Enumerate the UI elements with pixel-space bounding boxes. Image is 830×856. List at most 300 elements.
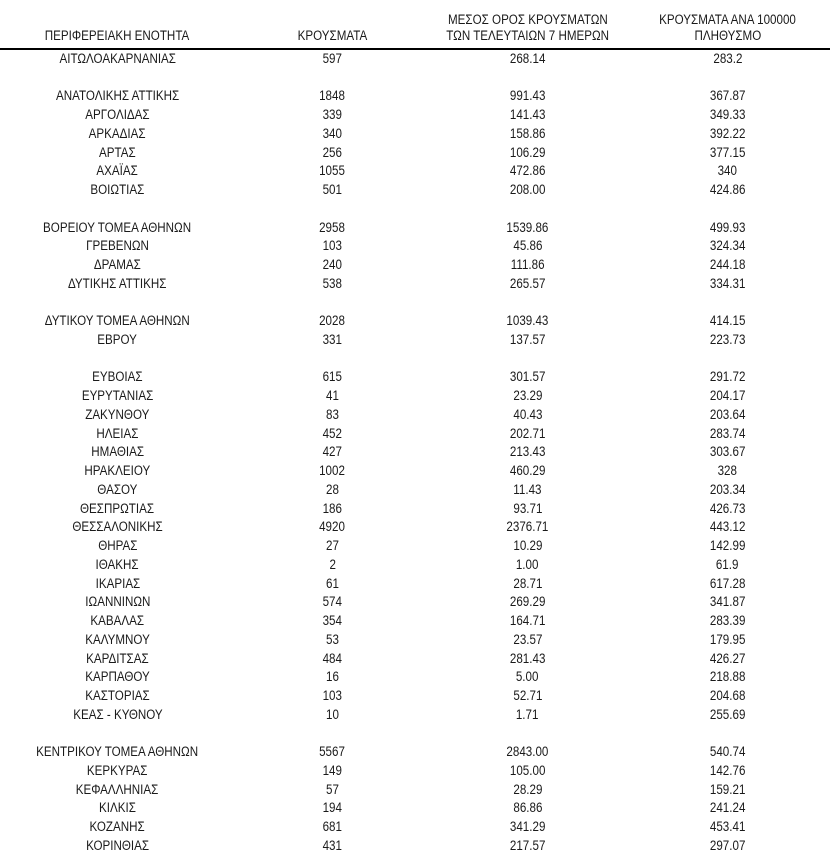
cell-per100k-value: 204.17 xyxy=(709,388,746,404)
cell-cases-value: 53 xyxy=(326,631,339,647)
cell-cases-value: 103 xyxy=(322,687,343,703)
cell-region xyxy=(0,87,235,106)
cell-cases xyxy=(235,650,430,669)
cell-region xyxy=(0,593,235,612)
cell-region-value: ΚΑΛΥΜΝΟΥ xyxy=(85,631,150,647)
cell-avg7-value: 106.29 xyxy=(509,144,546,160)
table-row xyxy=(0,237,830,256)
cell-avg7 xyxy=(430,237,625,256)
cell-avg7 xyxy=(430,443,625,462)
table-row xyxy=(0,631,830,650)
cell-region xyxy=(0,162,235,181)
cell-region xyxy=(0,425,235,444)
cell-per100k-value: 179.95 xyxy=(709,631,746,647)
cell-avg7-value: 11.43 xyxy=(513,481,542,497)
table-row xyxy=(0,49,830,69)
spacer-cell xyxy=(0,350,830,369)
table-row xyxy=(0,87,830,106)
table-row xyxy=(0,144,830,163)
cell-avg7 xyxy=(430,650,625,669)
cell-per100k-value: 324.34 xyxy=(709,238,746,254)
cell-cases xyxy=(235,181,430,200)
cell-region-value: ΒΟΙΩΤΙΑΣ xyxy=(90,182,145,198)
cell-avg7-value: 208.00 xyxy=(509,182,546,198)
cell-region-value: ΘΕΣΣΑΛΟΝΙΚΗΣ xyxy=(72,519,163,535)
cell-per100k-value: 244.18 xyxy=(709,257,746,273)
cell-per100k-value: 426.27 xyxy=(709,650,746,666)
cell-cases-value: 427 xyxy=(322,444,343,460)
table-row xyxy=(0,481,830,500)
cell-avg7 xyxy=(430,387,625,406)
cell-avg7 xyxy=(430,49,625,69)
cell-region-value: ΔΥΤΙΚΟΥ ΤΟΜΕΑ ΑΘΗΝΩΝ xyxy=(45,313,190,329)
cell-region xyxy=(0,237,235,256)
cell-avg7 xyxy=(430,162,625,181)
spacer-row xyxy=(0,350,830,369)
column-header-avg7 xyxy=(430,0,625,49)
cell-cases xyxy=(235,425,430,444)
cell-per100k xyxy=(625,181,830,200)
cell-cases-value: 1002 xyxy=(319,463,346,479)
cell-per100k xyxy=(625,331,830,350)
cell-per100k xyxy=(625,256,830,275)
cell-cases-value: 615 xyxy=(322,369,343,385)
column-header-cases-label: ΚΡΟΥΣΜΑΤΑ xyxy=(297,28,368,43)
table-row xyxy=(0,219,830,238)
cell-avg7-value: 40.43 xyxy=(512,406,543,422)
cell-cases xyxy=(235,162,430,181)
spacer-row xyxy=(0,69,830,88)
cell-cases xyxy=(235,443,430,462)
cell-per100k xyxy=(625,593,830,612)
cell-avg7-value: 111.86 xyxy=(510,257,545,273)
cell-per100k xyxy=(625,687,830,706)
cell-cases-value: 149 xyxy=(322,762,343,778)
cell-cases xyxy=(235,87,430,106)
cell-avg7 xyxy=(430,837,625,856)
cell-region xyxy=(0,781,235,800)
table-row xyxy=(0,668,830,687)
cell-region xyxy=(0,219,235,238)
cell-cases-value: 2958 xyxy=(319,219,346,235)
cell-cases-value: 431 xyxy=(322,837,343,853)
cell-region xyxy=(0,368,235,387)
table-row xyxy=(0,575,830,594)
cell-avg7-value: 991.43 xyxy=(509,88,546,104)
cell-avg7 xyxy=(430,781,625,800)
cell-cases-value: 61 xyxy=(326,575,339,591)
cell-region-value: ΑΧΑΪΑΣ xyxy=(96,163,139,179)
cell-per100k-value: 142.76 xyxy=(709,762,746,778)
cell-region xyxy=(0,799,235,818)
cell-per100k-value: 303.67 xyxy=(709,444,746,460)
cell-avg7 xyxy=(430,312,625,331)
cell-per100k xyxy=(625,312,830,331)
cell-avg7 xyxy=(430,537,625,556)
cell-avg7-value: 45.86 xyxy=(512,238,543,254)
cell-region xyxy=(0,818,235,837)
cell-avg7-value: 141.43 xyxy=(509,107,546,123)
cell-cases-value: 240 xyxy=(322,257,343,273)
cell-avg7-value: 2843.00 xyxy=(506,744,549,760)
cell-region-value: ΕΥΡΥΤΑΝΙΑΣ xyxy=(81,388,154,404)
cell-per100k xyxy=(625,425,830,444)
cell-region-value: ΙΘΑΚΗΣ xyxy=(95,556,140,572)
cell-avg7 xyxy=(430,481,625,500)
table-row xyxy=(0,331,830,350)
table-row xyxy=(0,162,830,181)
cell-per100k-value: 392.22 xyxy=(709,125,746,141)
table-row xyxy=(0,799,830,818)
cell-region xyxy=(0,181,235,200)
cell-avg7 xyxy=(430,87,625,106)
cell-per100k-value: 203.34 xyxy=(709,481,746,497)
cell-region xyxy=(0,706,235,725)
cell-cases-value: 331 xyxy=(322,332,343,348)
cell-cases xyxy=(235,837,430,856)
cell-avg7-value: 1039.43 xyxy=(506,313,549,329)
cell-per100k xyxy=(625,237,830,256)
table-row xyxy=(0,125,830,144)
cell-per100k-value: 367.87 xyxy=(709,88,746,104)
cell-avg7 xyxy=(430,575,625,594)
cell-avg7-value: 269.29 xyxy=(509,594,546,610)
cell-per100k-value: 142.99 xyxy=(709,538,746,554)
cell-cases-value: 5567 xyxy=(319,744,346,760)
cell-avg7-value: 460.29 xyxy=(509,463,546,479)
cell-region xyxy=(0,500,235,519)
cell-per100k xyxy=(625,144,830,163)
cell-cases-value: 28 xyxy=(326,481,339,497)
cell-region-value: ΑΡΚΑΔΙΑΣ xyxy=(89,125,146,141)
cell-per100k-value: 617.28 xyxy=(709,575,746,591)
cell-avg7 xyxy=(430,425,625,444)
cell-cases-value: 340 xyxy=(322,125,343,141)
cell-avg7-value: 213.43 xyxy=(509,444,546,460)
cell-per100k-value: 283.39 xyxy=(709,613,746,629)
column-header-avg7-label-line1: ΜΕΣΟΣ ΟΡΟΣ ΚΡΟΥΣΜΑΤΩΝ xyxy=(447,12,608,27)
cell-region-value: ΔΥΤΙΚΗΣ ΑΤΤΙΚΗΣ xyxy=(68,275,167,291)
table-header xyxy=(0,0,830,49)
cell-per100k-value: 340 xyxy=(717,163,738,179)
cell-avg7 xyxy=(430,818,625,837)
cell-region-value: ΚΕΑΣ - ΚΥΘΝΟΥ xyxy=(72,706,163,722)
spacer-row xyxy=(0,200,830,219)
cell-cases-value: 597 xyxy=(322,51,343,66)
table-row xyxy=(0,593,830,612)
cell-avg7 xyxy=(430,706,625,725)
table-row xyxy=(0,425,830,444)
cell-per100k-value: 328 xyxy=(717,463,738,479)
cell-region-value: ΗΡΑΚΛΕΙΟΥ xyxy=(84,463,151,479)
cell-per100k-value: 291.72 xyxy=(709,369,746,385)
column-header-per100k-label-line1: ΚΡΟΥΣΜΑΤΑ ΑΝΑ 100000 xyxy=(659,12,796,27)
cell-per100k xyxy=(625,631,830,650)
cell-per100k xyxy=(625,162,830,181)
cell-cases xyxy=(235,556,430,575)
cell-per100k-value: 426.73 xyxy=(709,500,746,516)
cell-avg7-value: 86.86 xyxy=(512,800,543,816)
cell-cases-value: 501 xyxy=(322,182,343,198)
spacer-cell xyxy=(0,69,830,88)
cell-per100k xyxy=(625,781,830,800)
cell-avg7-value: 202.71 xyxy=(509,425,546,441)
cell-per100k-value: 283.2 xyxy=(712,51,743,66)
cell-cases xyxy=(235,368,430,387)
cell-cases-value: 1055 xyxy=(319,163,346,179)
cell-per100k-value: 204.68 xyxy=(709,687,746,703)
cell-per100k-value: 341.87 xyxy=(709,594,746,610)
cell-per100k-value: 283.74 xyxy=(709,425,746,441)
cell-cases xyxy=(235,593,430,612)
cell-region-value: ΓΡΕΒΕΝΩΝ xyxy=(86,238,149,254)
cell-region xyxy=(0,650,235,669)
cell-region-value: ΙΚΑΡΙΑΣ xyxy=(95,575,140,591)
cell-per100k-value: 61.9 xyxy=(716,556,739,572)
cell-avg7-value: 217.57 xyxy=(509,837,546,853)
cell-cases xyxy=(235,256,430,275)
cell-region-value: ΗΛΕΙΑΣ xyxy=(96,425,139,441)
table-row xyxy=(0,762,830,781)
cell-avg7 xyxy=(430,368,625,387)
cell-region xyxy=(0,125,235,144)
cell-per100k xyxy=(625,443,830,462)
cell-per100k-value: 334.31 xyxy=(709,275,746,291)
cell-avg7-value: 301.57 xyxy=(509,369,546,385)
spacer-row xyxy=(0,294,830,313)
table-row xyxy=(0,106,830,125)
cell-region xyxy=(0,668,235,687)
cell-region-value: ΚΙΛΚΙΣ xyxy=(99,800,136,816)
table-row xyxy=(0,181,830,200)
cell-per100k xyxy=(625,275,830,294)
cell-region xyxy=(0,743,235,762)
cell-cases-value: 103 xyxy=(322,238,343,254)
cell-per100k-value: 499.93 xyxy=(709,219,746,235)
cell-avg7 xyxy=(430,275,625,294)
cell-cases-value: 27 xyxy=(326,538,339,554)
table-row xyxy=(0,256,830,275)
cell-avg7 xyxy=(430,462,625,481)
cell-per100k xyxy=(625,368,830,387)
cell-cases xyxy=(235,799,430,818)
cell-avg7 xyxy=(430,612,625,631)
cell-cases xyxy=(235,49,430,69)
table-row xyxy=(0,743,830,762)
cell-per100k xyxy=(625,612,830,631)
cell-cases-value: 339 xyxy=(322,107,343,123)
cell-region xyxy=(0,462,235,481)
column-header-per100k xyxy=(625,0,830,49)
cell-cases-value: 16 xyxy=(326,669,339,685)
cell-region-value: ΕΥΒΟΙΑΣ xyxy=(92,369,143,385)
cell-region xyxy=(0,443,235,462)
cell-region-value: ΑΡΤΑΣ xyxy=(99,144,136,160)
cell-region-value: ΘΗΡΑΣ xyxy=(97,538,138,554)
cell-cases xyxy=(235,462,430,481)
cell-avg7 xyxy=(430,125,625,144)
cell-region-value: ΗΜΑΘΙΑΣ xyxy=(91,444,144,460)
table-row xyxy=(0,837,830,856)
spacer-cell xyxy=(0,724,830,743)
cell-region-value: ΕΒΡΟΥ xyxy=(97,332,138,348)
cell-per100k-value: 540.74 xyxy=(709,744,746,760)
spacer-cell xyxy=(0,294,830,313)
cell-per100k xyxy=(625,500,830,519)
cell-avg7-value: 137.57 xyxy=(509,332,546,348)
cell-avg7-value: 341.29 xyxy=(509,819,546,835)
cell-region-value: ΖΑΚΥΝΘΟΥ xyxy=(85,406,150,422)
table-row xyxy=(0,612,830,631)
cell-region-value: ΚΟΡΙΝΘΙΑΣ xyxy=(86,837,149,853)
cell-avg7-value: 1.00 xyxy=(516,556,539,572)
cell-per100k xyxy=(625,87,830,106)
cell-per100k xyxy=(625,668,830,687)
cell-avg7-value: 52.71 xyxy=(512,687,543,703)
spacer-cell xyxy=(0,200,830,219)
cell-cases-value: 194 xyxy=(322,800,343,816)
cell-region-value: ΙΩΑΝΝΙΝΩΝ xyxy=(84,594,151,610)
cell-per100k xyxy=(625,106,830,125)
cell-cases xyxy=(235,743,430,762)
cell-region-value: ΑΙΤΩΛΟΑΚΑΡΝΑΝΙΑΣ xyxy=(59,51,176,66)
cell-cases-value: 41 xyxy=(326,388,339,404)
cell-cases xyxy=(235,668,430,687)
table-row xyxy=(0,518,830,537)
cell-region-value: ΘΑΣΟΥ xyxy=(97,481,138,497)
cell-avg7-value: 5.00 xyxy=(516,669,539,685)
cell-avg7 xyxy=(430,331,625,350)
cell-per100k-value: 223.73 xyxy=(709,332,746,348)
cell-avg7 xyxy=(430,106,625,125)
cell-region xyxy=(0,556,235,575)
cell-cases xyxy=(235,406,430,425)
cell-per100k xyxy=(625,762,830,781)
cell-per100k-value: 218.88 xyxy=(709,669,746,685)
cell-cases xyxy=(235,331,430,350)
cell-cases xyxy=(235,781,430,800)
column-header-per100k-label-line2: ΠΛΗΘΥΣΜΟ xyxy=(694,28,761,43)
table-row xyxy=(0,537,830,556)
cell-region xyxy=(0,481,235,500)
cell-per100k-value: 414.15 xyxy=(709,313,746,329)
cell-cases xyxy=(235,687,430,706)
cell-region-value: ΚΑΣΤΟΡΙΑΣ xyxy=(85,687,150,703)
cell-avg7 xyxy=(430,668,625,687)
table-row xyxy=(0,312,830,331)
cell-per100k xyxy=(625,125,830,144)
cell-per100k xyxy=(625,387,830,406)
cell-avg7-value: 28.71 xyxy=(512,575,543,591)
cell-per100k xyxy=(625,518,830,537)
cell-per100k-value: 443.12 xyxy=(709,519,746,535)
cell-region xyxy=(0,256,235,275)
cell-cases xyxy=(235,387,430,406)
cell-cases xyxy=(235,500,430,519)
cell-per100k xyxy=(625,650,830,669)
cell-cases xyxy=(235,706,430,725)
cell-avg7 xyxy=(430,593,625,612)
cell-avg7-value: 23.29 xyxy=(512,388,543,404)
cell-cases xyxy=(235,518,430,537)
cell-cases-value: 4920 xyxy=(319,519,346,535)
cell-cases xyxy=(235,219,430,238)
cell-cases xyxy=(235,237,430,256)
cell-cases-value: 83 xyxy=(326,406,339,422)
cell-cases xyxy=(235,575,430,594)
cell-cases-value: 256 xyxy=(322,144,343,160)
cell-avg7 xyxy=(430,687,625,706)
table-row xyxy=(0,687,830,706)
cell-cases-value: 452 xyxy=(322,425,343,441)
cell-per100k xyxy=(625,575,830,594)
cell-per100k xyxy=(625,49,830,69)
cell-avg7 xyxy=(430,219,625,238)
table-row xyxy=(0,500,830,519)
cell-cases xyxy=(235,144,430,163)
cell-avg7 xyxy=(430,181,625,200)
cell-per100k xyxy=(625,706,830,725)
cell-region xyxy=(0,518,235,537)
cell-cases xyxy=(235,631,430,650)
cell-avg7 xyxy=(430,256,625,275)
column-header-region xyxy=(0,0,235,49)
cell-region-value: ΚΑΒΑΛΑΣ xyxy=(90,613,145,629)
cell-per100k xyxy=(625,743,830,762)
cell-avg7 xyxy=(430,743,625,762)
cell-avg7-value: 10.29 xyxy=(512,538,543,554)
cell-per100k-value: 453.41 xyxy=(709,819,746,835)
cell-cases-value: 57 xyxy=(326,781,339,797)
cell-cases-value: 681 xyxy=(322,819,343,835)
cell-region-value: ΒΟΡΕΙΟΥ ΤΟΜΕΑ ΑΘΗΝΩΝ xyxy=(43,219,192,235)
cell-avg7-value: 93.71 xyxy=(512,500,543,516)
cell-region-value: ΚΕΡΚΥΡΑΣ xyxy=(87,762,148,778)
cell-per100k xyxy=(625,406,830,425)
cell-avg7 xyxy=(430,762,625,781)
cell-cases xyxy=(235,275,430,294)
cell-cases xyxy=(235,481,430,500)
cell-region xyxy=(0,144,235,163)
cell-cases-value: 354 xyxy=(322,613,343,629)
cell-region-value: ΚΑΡΠΑΘΟΥ xyxy=(85,669,150,685)
cell-cases xyxy=(235,106,430,125)
table-row xyxy=(0,443,830,462)
table-row xyxy=(0,781,830,800)
cell-cases-value: 2028 xyxy=(319,313,346,329)
column-header-cases xyxy=(235,0,430,49)
cell-region xyxy=(0,631,235,650)
cell-per100k-value: 255.69 xyxy=(709,706,746,722)
cell-cases xyxy=(235,612,430,631)
cell-cases-value: 10 xyxy=(326,706,339,722)
cell-avg7-value: 164.71 xyxy=(509,613,546,629)
cell-region-value: ΚΟΖΑΝΗΣ xyxy=(89,819,146,835)
cell-region-value: ΔΡΑΜΑΣ xyxy=(94,257,141,273)
cell-region-value: ΚΑΡΔΙΤΣΑΣ xyxy=(86,650,149,666)
cell-cases-value: 538 xyxy=(322,275,343,291)
cell-per100k xyxy=(625,481,830,500)
cell-avg7 xyxy=(430,556,625,575)
cell-cases-value: 574 xyxy=(322,594,343,610)
cell-region xyxy=(0,575,235,594)
cell-cases xyxy=(235,125,430,144)
cell-cases xyxy=(235,312,430,331)
column-header-avg7-label-line2: ΤΩΝ ΤΕΛΕΥΤΑΙΩΝ 7 ΗΜΕΡΩΝ xyxy=(446,28,609,43)
cell-region xyxy=(0,537,235,556)
cell-avg7-value: 281.43 xyxy=(509,650,546,666)
table-row xyxy=(0,556,830,575)
